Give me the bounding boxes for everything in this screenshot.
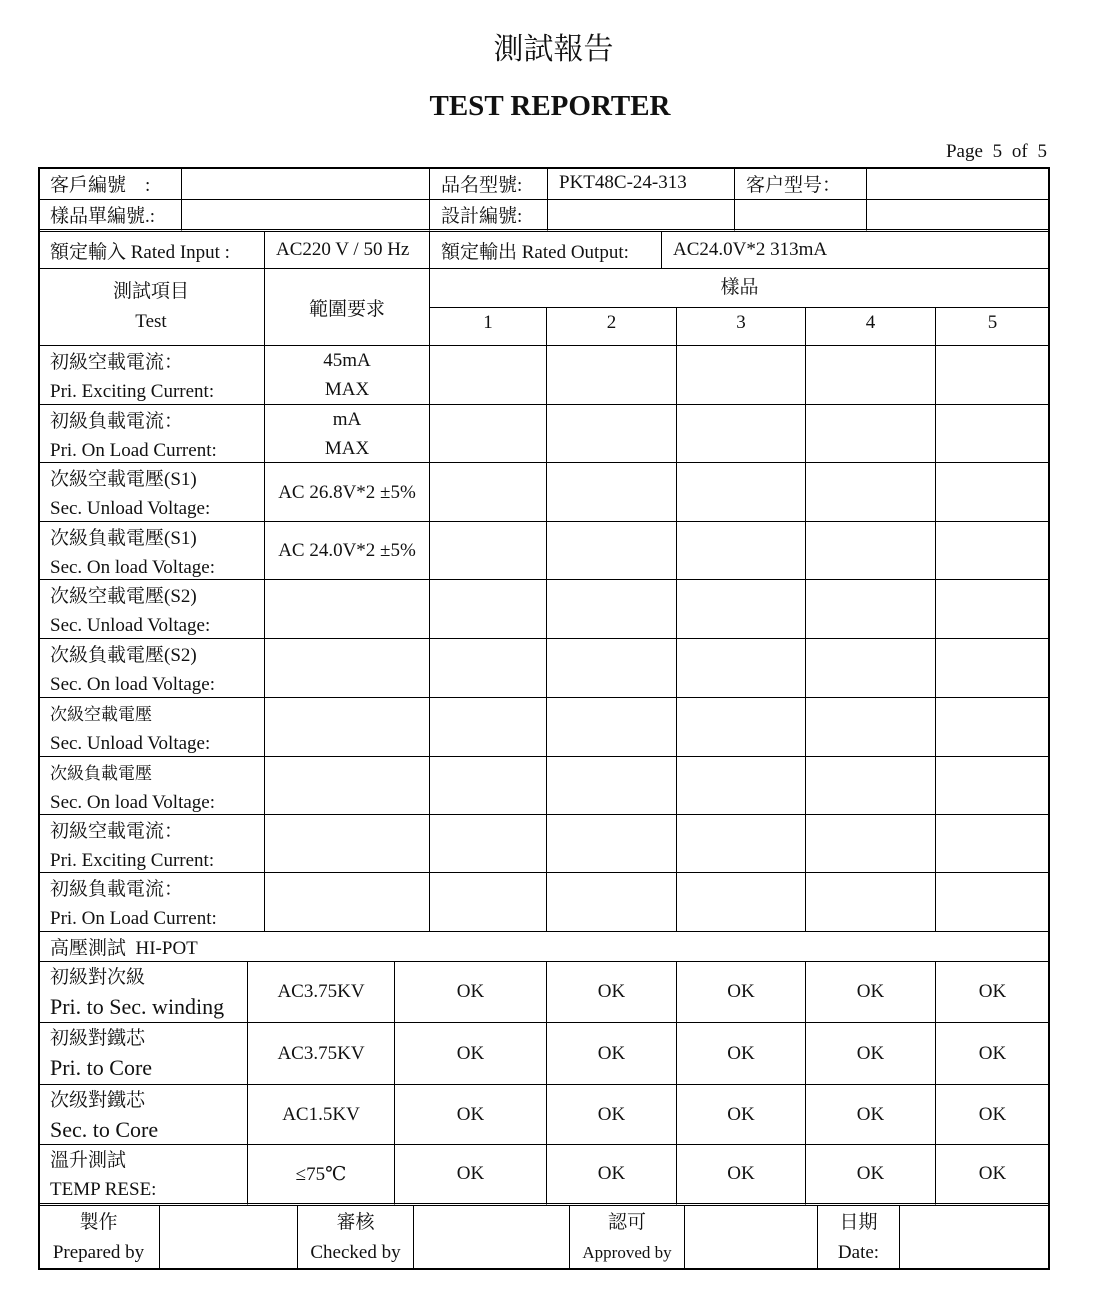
hipot-item-cell: [38, 962, 248, 1023]
hipot-item-en: Sec. to Core: [50, 1117, 159, 1142]
sample-number-header: 1: [430, 308, 547, 346]
result-sample-3: [677, 815, 806, 873]
hipot-result-sample-1: OK: [395, 1023, 547, 1085]
design-no-value: [548, 200, 735, 232]
checked-by-value: [414, 1206, 570, 1270]
test-item-cn: 次級空載電壓(S1): [50, 469, 197, 490]
test-item-cell: [38, 873, 265, 932]
result-sample-2: [547, 757, 677, 815]
range-header: 範圍要求: [265, 269, 430, 346]
test-item-en: Sec. Unload Voltage:: [50, 733, 211, 754]
result-sample-4: [806, 639, 936, 698]
rated-input-value: AC220 V / 50 Hz: [265, 232, 430, 269]
report-table: [38, 167, 1050, 1270]
hipot-item-cell: [38, 1085, 248, 1145]
test-row: [38, 815, 1050, 873]
approved-by-cn: 認可: [607, 1211, 646, 1233]
result-sample-3: [677, 698, 806, 757]
result-sample-3: [677, 405, 806, 463]
info-row: [38, 200, 1050, 232]
test-row: [38, 463, 1050, 522]
range-line: mA: [332, 408, 362, 430]
hipot-result-sample-1: OK: [395, 1145, 547, 1206]
result-sample-3: [677, 346, 806, 405]
hipot-range-cell: AC1.5KV: [248, 1085, 395, 1145]
date-value: [900, 1206, 1050, 1270]
result-sample-2: [547, 698, 677, 757]
table-header: [38, 269, 1050, 346]
sample-number-header: 4: [806, 308, 936, 346]
result-sample-2: [547, 522, 677, 580]
product-model-value: PKT48C-24-313: [548, 167, 735, 200]
hipot-result-sample-5: OK: [936, 962, 1050, 1023]
sample-no-label: 樣品單編號.:: [38, 200, 182, 232]
signature-row: [38, 1206, 1050, 1270]
test-item-cell: [38, 815, 265, 873]
test-row: [38, 698, 1050, 757]
result-sample-5: [936, 639, 1050, 698]
test-item-cell: [38, 346, 265, 405]
hipot-item-cn: 次级對鐵芯: [50, 1090, 146, 1111]
range-cell: [265, 522, 430, 580]
test-row: [38, 346, 1050, 405]
result-sample-1: [430, 346, 547, 405]
customer-no-value: [182, 167, 430, 200]
result-sample-2: [547, 639, 677, 698]
test-item-cn: 次級空載電壓(S2): [50, 586, 197, 607]
hipot-section-row: [38, 932, 1050, 962]
result-sample-1: [430, 463, 547, 522]
date-label: [818, 1206, 900, 1270]
result-sample-4: [806, 346, 936, 405]
result-sample-3: [677, 522, 806, 580]
test-item-header: [38, 269, 265, 346]
result-sample-4: [806, 698, 936, 757]
hipot-result-sample-3: OK: [677, 962, 806, 1023]
result-sample-2: [547, 405, 677, 463]
design-no-label: 設計編號:: [430, 200, 548, 232]
date-cn: 日期: [839, 1211, 878, 1233]
info-row: [38, 167, 1050, 200]
hipot-result-sample-3: OK: [677, 1145, 806, 1206]
test-item-en: Pri. Exciting Current:: [50, 381, 215, 402]
test-row: [38, 757, 1050, 815]
hipot-result-sample-5: OK: [936, 1085, 1050, 1145]
prepared-by-en: Prepared by: [52, 1241, 145, 1263]
approved-by-en: Approved by: [582, 1242, 672, 1262]
hipot-result-sample-4: OK: [806, 962, 936, 1023]
rated-input-label: 額定輸入 Rated Input :: [38, 232, 265, 269]
result-sample-3: [677, 873, 806, 932]
checked-by-label: [298, 1206, 414, 1270]
rated-row: [38, 232, 1050, 269]
test-item-cell: [38, 580, 265, 639]
checked-by-cn: 審核: [336, 1211, 375, 1233]
range-cell: [265, 405, 430, 463]
test-row: [38, 580, 1050, 639]
result-sample-5: [936, 346, 1050, 405]
test-item-en: Pri. On Load Current:: [50, 908, 217, 929]
report-title-en: TEST REPORTER: [429, 90, 671, 122]
page-indicator: Page 5 of 5: [945, 141, 1047, 162]
range-cell: [265, 698, 430, 757]
test-item-header-cn: 測試項目: [112, 281, 189, 302]
range-cell: [265, 463, 430, 522]
approved-by-label: [570, 1206, 685, 1270]
test-item-en: Sec. On load Voltage:: [50, 792, 215, 813]
test-item-en: Sec. Unload Voltage:: [50, 498, 211, 519]
customer-model-label: 客户型号：: [735, 167, 867, 200]
sample-number-header: 2: [547, 308, 677, 346]
hipot-result-sample-3: OK: [677, 1085, 806, 1145]
test-item-cn: 次級負載電壓: [50, 764, 152, 783]
result-sample-1: [430, 639, 547, 698]
customer-model-value: [867, 167, 1050, 200]
test-item-cn: 初級負載電流：: [50, 879, 184, 900]
test-item-cn: 次級負載電壓(S1): [50, 528, 197, 549]
hipot-result-sample-4: OK: [806, 1085, 936, 1145]
test-item-cell: [38, 463, 265, 522]
samples-header: 樣品: [430, 269, 1050, 308]
hipot-result-sample-2: OK: [547, 1085, 677, 1145]
result-sample-5: [936, 873, 1050, 932]
result-sample-4: [806, 873, 936, 932]
test-item-cell: [38, 405, 265, 463]
range-line: MAX: [324, 379, 370, 400]
result-sample-2: [547, 580, 677, 639]
result-sample-5: [936, 463, 1050, 522]
test-row: [38, 873, 1050, 932]
range-line: MAX: [324, 437, 370, 459]
result-sample-2: [547, 463, 677, 522]
hipot-row: [38, 962, 1050, 1023]
hipot-row: [38, 1145, 1050, 1206]
result-sample-4: [806, 815, 936, 873]
hipot-row: [38, 1023, 1050, 1085]
result-sample-2: [547, 815, 677, 873]
result-sample-3: [677, 580, 806, 639]
hipot-result-sample-4: OK: [806, 1023, 936, 1085]
result-sample-1: [430, 405, 547, 463]
rated-output-value: AC24.0V*2 313mA: [662, 232, 1050, 269]
result-sample-1: [430, 580, 547, 639]
result-sample-5: [936, 405, 1050, 463]
hipot-item-en: TEMP RESE:: [50, 1179, 157, 1200]
hipot-result-sample-1: OK: [395, 1085, 547, 1145]
test-item-en: Sec. On load Voltage:: [50, 674, 215, 695]
test-item-cell: [38, 522, 265, 580]
sample-no-value: [182, 200, 430, 232]
result-sample-3: [677, 463, 806, 522]
result-sample-1: [430, 522, 547, 580]
result-sample-3: [677, 757, 806, 815]
test-item-cell: [38, 639, 265, 698]
result-sample-5: [936, 757, 1050, 815]
range-line: AC 24.0V*2 ±5%: [278, 540, 416, 561]
result-sample-5: [936, 522, 1050, 580]
result-sample-4: [806, 757, 936, 815]
range-line: 45mA: [323, 350, 371, 371]
hipot-item-en: Pri. to Sec. winding: [50, 994, 225, 1019]
hipot-range-cell: AC3.75KV: [248, 962, 395, 1023]
test-item-en: Pri. On Load Current:: [50, 440, 217, 461]
test-item-header-en: Test: [135, 311, 167, 332]
test-item-cn: 初級空載電流：: [50, 352, 184, 373]
test-row: [38, 522, 1050, 580]
test-item-cn: 初級負載電流：: [50, 411, 184, 432]
hipot-result-sample-2: OK: [547, 962, 677, 1023]
prepared-by-label: [38, 1206, 160, 1270]
blank-cell: [735, 200, 867, 232]
hipot-item-cell: [38, 1145, 248, 1206]
test-item-en: Sec. On load Voltage:: [50, 557, 215, 578]
customer-no-label: 客戶編號 :: [38, 167, 182, 200]
range-line: AC 26.8V*2 ±5%: [278, 481, 416, 503]
sample-number-header: 5: [936, 308, 1050, 346]
prepared-by-value: [160, 1206, 298, 1270]
result-sample-2: [547, 346, 677, 405]
test-row: [38, 639, 1050, 698]
range-cell: [265, 346, 430, 405]
hipot-item-cell: [38, 1023, 248, 1085]
result-sample-5: [936, 580, 1050, 639]
hipot-result-sample-1: OK: [395, 962, 547, 1023]
report-title-cn: 測試報告: [493, 33, 614, 66]
test-item-cn: 次級負載電壓(S2): [50, 645, 197, 666]
result-sample-1: [430, 757, 547, 815]
hipot-section-label: 高壓測試 HI-POT: [38, 932, 1050, 962]
result-sample-3: [677, 639, 806, 698]
blank-cell: [867, 200, 1050, 232]
result-sample-1: [430, 873, 547, 932]
hipot-result-sample-5: OK: [936, 1023, 1050, 1085]
prepared-by-cn: 製作: [79, 1211, 118, 1233]
approved-by-value: [685, 1206, 818, 1270]
hipot-result-sample-2: OK: [547, 1145, 677, 1206]
checked-by-en: Checked by: [310, 1241, 401, 1263]
product-model-label: 品名型號:: [430, 167, 548, 200]
hipot-result-sample-3: OK: [677, 1023, 806, 1085]
test-item-cn: 次級空載電壓: [50, 705, 152, 724]
hipot-result-sample-4: OK: [806, 1145, 936, 1206]
result-sample-1: [430, 815, 547, 873]
test-row: [38, 405, 1050, 463]
result-sample-4: [806, 522, 936, 580]
result-sample-4: [806, 405, 936, 463]
test-item-cell: [38, 757, 265, 815]
result-sample-4: [806, 580, 936, 639]
hipot-item-en: Pri. to Core: [50, 1055, 153, 1080]
hipot-row: [38, 1085, 1050, 1145]
result-sample-5: [936, 698, 1050, 757]
range-cell: [265, 873, 430, 932]
result-sample-2: [547, 873, 677, 932]
result-sample-5: [936, 815, 1050, 873]
rated-output-label: 額定輸出 Rated Output:: [430, 232, 662, 269]
hipot-range-cell: ≤75℃: [248, 1145, 395, 1206]
range-cell: [265, 757, 430, 815]
test-item-cn: 初級空載電流：: [50, 821, 184, 842]
hipot-range-cell: AC3.75KV: [248, 1023, 395, 1085]
hipot-result-sample-2: OK: [547, 1023, 677, 1085]
range-cell: [265, 580, 430, 639]
hipot-item-cn: 初級對鐵芯: [50, 1028, 146, 1049]
range-cell: [265, 639, 430, 698]
sample-number-header: 3: [677, 308, 806, 346]
result-sample-1: [430, 698, 547, 757]
date-en: Date:: [837, 1241, 880, 1263]
test-item-en: Pri. Exciting Current:: [50, 850, 215, 871]
hipot-item-cn: 溫升測試: [50, 1150, 127, 1171]
test-item-en: Sec. Unload Voltage:: [50, 615, 211, 636]
result-sample-4: [806, 463, 936, 522]
hipot-result-sample-5: OK: [936, 1145, 1050, 1206]
hipot-item-cn: 初級對次級: [50, 967, 146, 988]
test-item-cell: [38, 698, 265, 757]
range-cell: [265, 815, 430, 873]
